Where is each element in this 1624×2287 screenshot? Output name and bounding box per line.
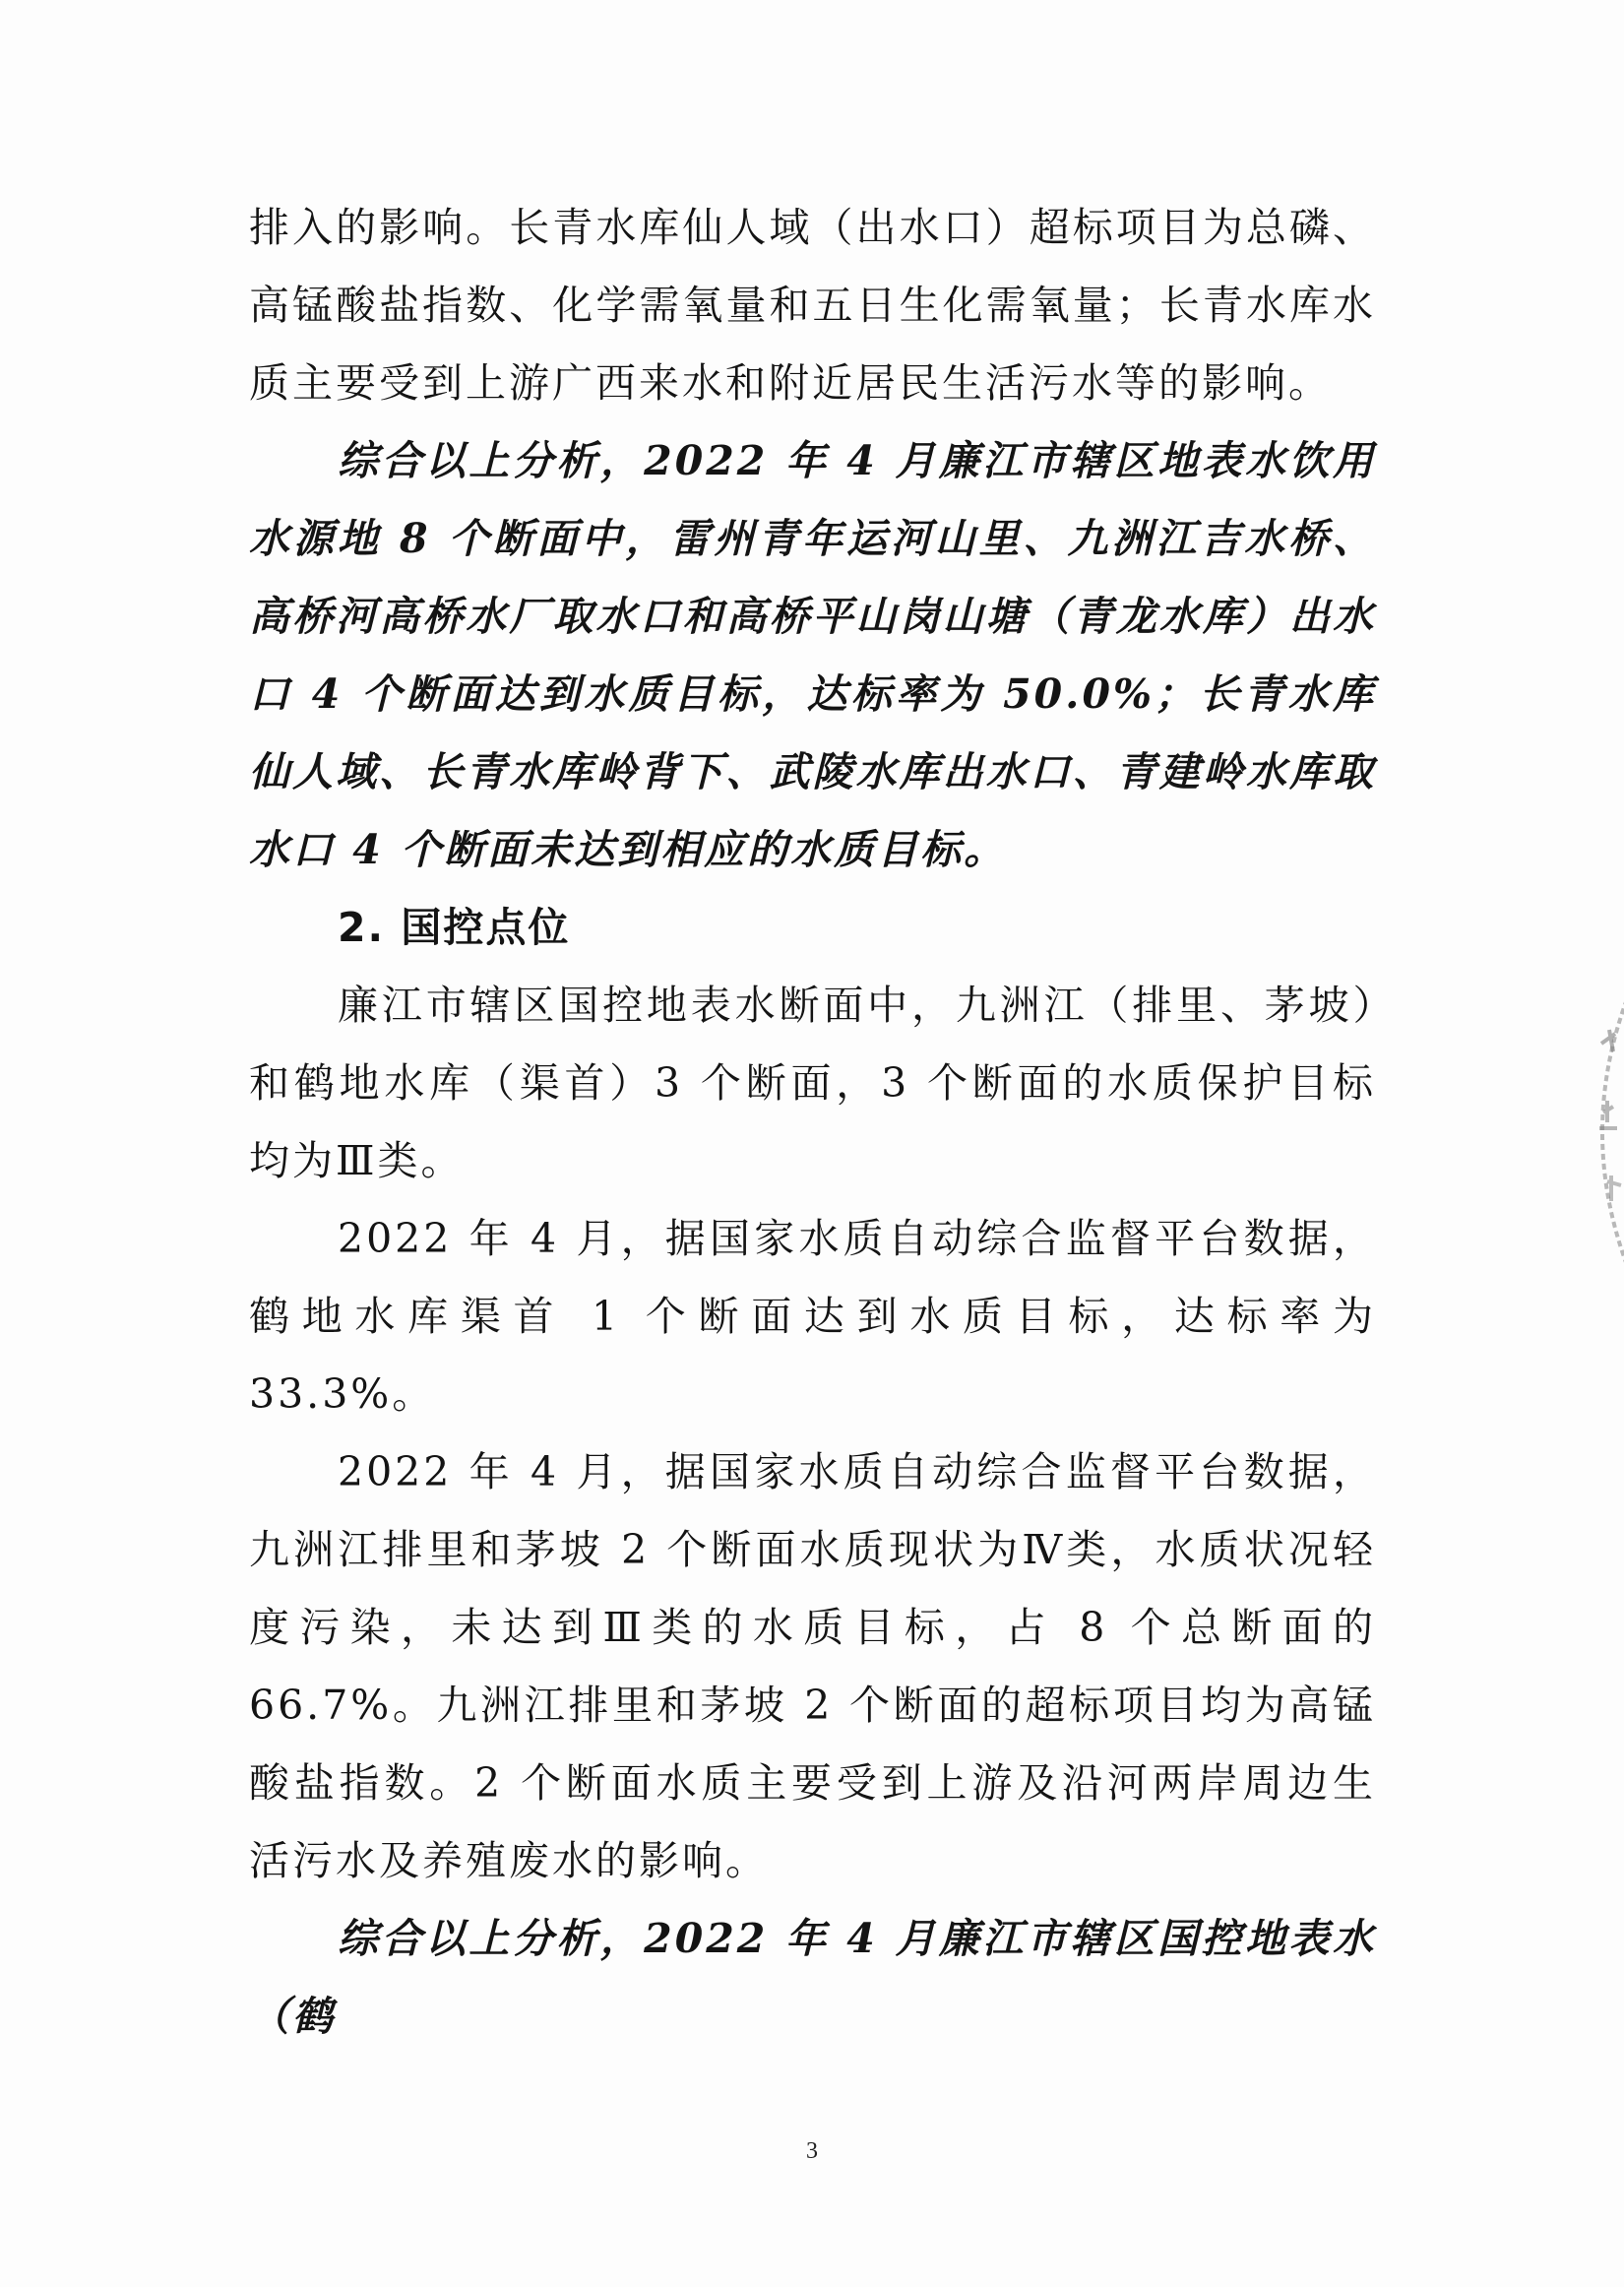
paragraph-jiuzhou-river-result: 2022 年 4 月，据国家水质自动综合监督平台数据，九洲江排里和茅坡 2 个断面水质现状为Ⅳ类，水质状况轻度污染，未达到Ⅲ类的水质目标，占 8 个总断面的 66.7%。九洲江排里和茅坡 2 个断面的超标项目均为高锰酸盐指数。2 个断面水质主要受到上游及沿河两岸周边生活污水及养殖废水的影响。 (249, 1448, 1376, 1884)
paragraph-national-summary: 综合以上分析，2022 年 4 月廉江市辖区国控地表水（鹤 (249, 1915, 1376, 2040)
page-body (249, 189, 1376, 2056)
page-number: 3 (806, 2138, 818, 2164)
paragraph-hedi-reservoir-result: 2022 年 4 月，据国家水质自动综合监督平台数据，鹤地水库渠首 1 个断面达到水质目标，达标率为 33.3%。 (249, 1215, 1376, 1418)
paragraph-drinking-water-summary: 综合以上分析，2022 年 4 月廉江市辖区地表水饮用水源地 8 个断面中，雷州青年运河山里、九洲江吉水桥、高桥河高桥水厂取水口和高桥平山岗山塘（青龙水库）出水口 4 个断面达到水质目标，达标率为 50.0%；长青水库仙人域、长青水库岭背下、武陵水库出水口、青建岭水库取水口 4 个断面未达到相应的水质目标。 (249, 437, 1376, 873)
paragraph-national-sections-intro: 廉江市辖区国控地表水断面中，九洲江（排里、茅坡）和鹤地水库（渠首）3 个断面，3 个断面的水质保护目标均为Ⅲ类。 (249, 982, 1376, 1184)
paragraph-changqing-reservoir-exceedance: 排入的影响。长青水库仙人域（出水口）超标项目为总磷、高锰酸盐指数、化学需氧量和五日生化需氧量；长青水库水质主要受到上游广西来水和附近居民生活污水等的影响。 (249, 204, 1376, 407)
official-seal-fragment-icon (1568, 994, 1624, 1270)
section-heading-national-control-points: 2. 国控点位 (338, 904, 571, 951)
